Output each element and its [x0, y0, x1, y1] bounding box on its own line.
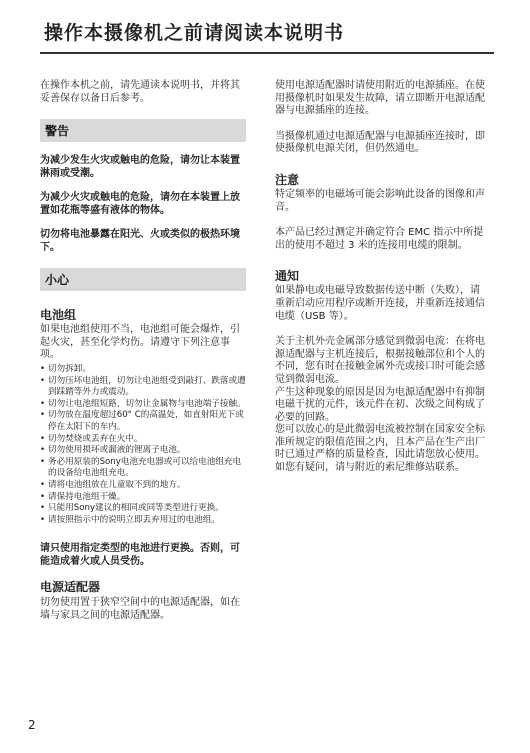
- adapter-power-text: 当摄像机通过电源适配器与电源插座连接时，即使摄像机电源关闭，但仍然通电。: [275, 130, 485, 155]
- battery-heading: 电池组: [40, 308, 77, 323]
- battery-precautions: [40, 364, 246, 526]
- notice-text: 如果静电或电磁导致数据传送中断（失败），请重新启动应用程序或断开连接，并重新连接通信电缆（USB 等）。: [275, 285, 485, 322]
- caution-heading: 小心: [40, 268, 246, 291]
- list-item: • 只能用Sony建议的相同或同等类型进行更换。: [40, 503, 246, 515]
- list-item: • 切勿使用损坏或漏液的锂离子电池。: [40, 445, 246, 457]
- battery-text: 如果电池组使用不当，电池组可能会爆炸，引起火灾，甚至化学灼伤。请遵守下列注意事项。: [40, 324, 240, 361]
- battery-replace-note: 请只使用指定类型的电池进行更换。否则，可能造成着火或人员受伤。: [40, 543, 240, 568]
- page-title: 操作本摄像机之前请阅读本说明书: [44, 22, 345, 44]
- right-column: [275, 80, 485, 475]
- list-item: • 切勿焚烧或丢弃在火中。: [40, 434, 246, 446]
- left-column: [40, 80, 246, 622]
- adapter-usage-text: 使用电源适配器时请使用附近的电源插座。在使用摄像机时如果发生故障，请立即断开电源适配器与电源插座的连接。: [275, 80, 485, 117]
- warning-heading: 警告: [40, 119, 246, 142]
- list-item: • 务必用原装的Sony电池充电器或可以给电池组充电的设备给电池组充电。: [40, 457, 246, 480]
- notice-heading: 通知: [275, 269, 300, 284]
- notice-safety-text: 您可以放心的是此微弱电流被控制在国家安全标准所规定的限值范围之内，且本产品在生产出厂时已通过严格的质量检查，因此请您放心使用。: [275, 424, 485, 461]
- list-item: • 切勿放在温度超过60° C的高温处，如直射阳光下或停在太阳下的车内。: [40, 410, 246, 433]
- notice-contact-text: 如您有疑问，请与附近的索尼维修站联系。: [275, 462, 465, 474]
- page-number: 2: [28, 718, 36, 732]
- attention-heading: 注意: [275, 172, 300, 187]
- intro-text: 在操作本机之前，请先通读本说明书，并将其妥善保存以备日后参考。: [40, 80, 240, 104]
- warning-item: 切勿将电池暴露在阳光、火或类似的极热环境下。: [40, 229, 240, 254]
- list-item: • 请将电池组放在儿童取不到的地方。: [40, 480, 246, 492]
- warning-item: 为减少火灾或触电的危险，请勿在本装置上放置如花瓶等盛有液体的物体。: [40, 192, 240, 217]
- warning-item: 为减少发生火灾或触电的危险，请勿让本装置淋雨或受潮。: [40, 155, 240, 180]
- list-item: • 切勿让电池组短路，切勿让金属物与电池端子接触。: [40, 399, 246, 411]
- notice-current-text: 关于主机外壳金属部分感觉到微弱电流：在将电源适配器与主机连接后，根据接触部位和个人的不同，您有时在接触金属外壳或接口时可能会感觉到微弱电流。: [275, 336, 485, 385]
- title-rule: [40, 52, 494, 54]
- notice-cause-text: 产生这种现象的原因是因为电源适配器中有抑制电磁干扰的元件，该元件在初、次级之间构成了必要的回路。: [275, 386, 485, 423]
- adapter-heading: 电源适配器: [40, 580, 101, 595]
- adapter-text: 切勿使用置于狭窄空间中的电源适配器，如在墙与家具之间的电源适配器。: [40, 597, 240, 621]
- list-item: • 请按照指示中的说明立即丢弃用过的电池组。: [40, 515, 246, 527]
- attention-text: 特定频率的电磁场可能会影响此设备的图像和声音。: [275, 188, 485, 213]
- emc-text: 本产品已经过测定并确定符合 EMC 指示中所提出的使用不超过 3 米的连接用电缆的限制。: [275, 227, 484, 251]
- list-item: • 切勿压坏电池组，切勿让电池组受到敲打、跌落或遭到踩踏等外力或震动。: [40, 376, 246, 399]
- list-item: • 请保持电池组干燥。: [40, 492, 246, 504]
- list-item: • 切勿拆卸。: [40, 364, 246, 376]
